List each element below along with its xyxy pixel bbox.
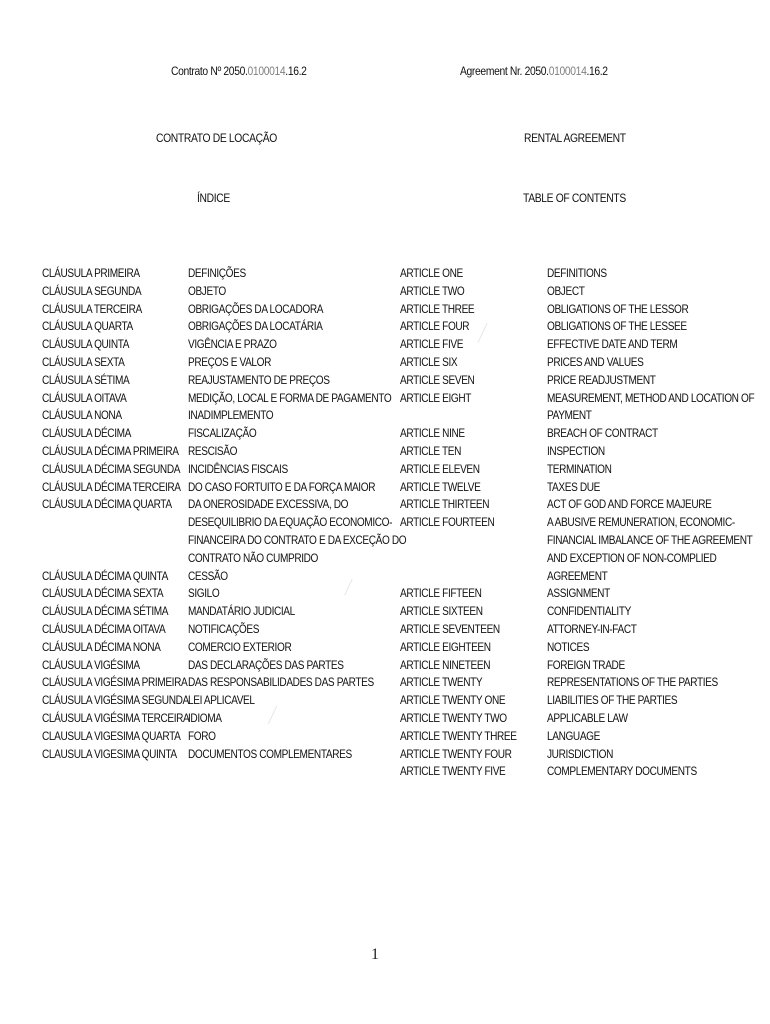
en-article-title: ACT OF GOD AND FORCE MAJEURE bbox=[547, 497, 712, 512]
en-article-label bbox=[400, 550, 534, 568]
en-article-label: ARTICLE THREE bbox=[400, 301, 475, 316]
en-article-label: ARTICLE TWENTY THREE bbox=[400, 728, 517, 743]
en-article-label: ARTICLE NINE bbox=[400, 426, 465, 441]
pt-clause-label: CLÁUSULA DÉCIMA NONA bbox=[42, 639, 161, 654]
pt-clause-label: CLÁUSULA DÉCIMA QUINTA bbox=[42, 568, 168, 583]
en-index-heading: TABLE OF CONTENTS bbox=[523, 191, 626, 205]
pt-clause-label: CLÁUSULA DÉCIMA bbox=[42, 426, 132, 441]
pt-clause-title: MEDIÇÃO, LOCAL E FORMA DE PAGAMENTO bbox=[188, 390, 392, 405]
en-article-label bbox=[400, 532, 534, 550]
pt-clause-label: CLÁUSULA QUARTA bbox=[42, 319, 133, 334]
en-article-label: ARTICLE TEN bbox=[400, 443, 462, 458]
en-title-column bbox=[547, 265, 765, 781]
pt-clause-label: CLÁUSULA DÉCIMA TERCEIRA bbox=[42, 479, 181, 494]
en-article-title: INSPECTION bbox=[547, 443, 605, 458]
pt-contract-number bbox=[171, 64, 307, 78]
pt-clause-title: CESSÃO bbox=[188, 568, 228, 583]
en-article-title: OBLIGATIONS OF THE LESSOR bbox=[547, 301, 689, 316]
en-article-title: PRICE READJUSTMENT bbox=[547, 372, 656, 387]
pt-clause-title: OBRIGAÇÕES DA LOCATÁRIA bbox=[188, 319, 323, 334]
en-article-title: TAXES DUE bbox=[547, 479, 600, 494]
pt-clause-title: VIGÊNCIA E PRAZO bbox=[188, 337, 277, 352]
en-article-label: ARTICLE ONE bbox=[400, 266, 463, 280]
en-article-title: MEASUREMENT, METHOD AND LOCATION OF bbox=[547, 390, 755, 405]
en-article-label: ARTICLE FIFTEEN bbox=[400, 586, 482, 601]
en-article-title: PAYMENT bbox=[547, 408, 592, 423]
en-article-title: AGREEMENT bbox=[547, 568, 608, 583]
en-article-title: LANGUAGE bbox=[547, 728, 600, 743]
en-article-label: ARTICLE NINETEEN bbox=[400, 657, 491, 672]
en-article-label: ARTICLE THIRTEEN bbox=[400, 497, 490, 512]
pt-clause-label: CLÁUSULA VIGÉSIMA SEGUNDA bbox=[42, 693, 189, 708]
en-article-label: ARTICLE SEVEN bbox=[400, 372, 475, 387]
pt-clause-column bbox=[42, 265, 190, 763]
en-article-label: ARTICLE SIX bbox=[400, 354, 458, 369]
pt-clause-label: CLÁUSULA VIGÉSIMA PRIMEIRA bbox=[42, 675, 188, 690]
en-article-title: A ABUSIVE REMUNERATION, ECONOMIC- bbox=[547, 515, 735, 530]
en-article-title: APPLICABLE LAW bbox=[547, 710, 628, 725]
pt-clause-label bbox=[42, 550, 185, 568]
en-article-title: DEFINITIONS bbox=[547, 266, 607, 280]
en-contract-prefix: Agreement Nr. 2050. bbox=[460, 64, 549, 78]
en-article-title: ATTORNEY-IN-FACT bbox=[547, 621, 637, 636]
en-article-title: OBJECT bbox=[547, 283, 585, 298]
page-number: 1 bbox=[371, 946, 379, 963]
en-article-label: ARTICLE TWELVE bbox=[400, 479, 481, 494]
pt-clause-title: OBJETO bbox=[188, 283, 226, 298]
en-article-title: BREACH OF CONTRACT bbox=[547, 426, 658, 441]
pt-title-column bbox=[188, 265, 406, 763]
pt-clause-label: CLÁUSULA OITAVA bbox=[42, 390, 127, 405]
pt-title: CONTRATO DE LOCAÇÃO bbox=[156, 131, 277, 145]
en-article-label: ARTICLE TWENTY TWO bbox=[400, 710, 507, 725]
pt-clause-title: REAJUSTAMENTO DE PREÇOS bbox=[188, 372, 330, 387]
en-contract-number bbox=[460, 64, 608, 78]
en-article-label: ARTICLE SEVENTEEN bbox=[400, 621, 500, 636]
en-article-title: NOTICES bbox=[547, 639, 590, 654]
pt-clause-label: CLÁUSULA DÉCIMA QUARTA bbox=[42, 497, 172, 512]
pt-clause-label: CLÁUSULA DÉCIMA SEXTA bbox=[42, 586, 164, 601]
pt-contract-suffix: .16.2 bbox=[285, 64, 307, 78]
en-article-title: LIABILITIES OF THE PARTIES bbox=[547, 693, 678, 708]
en-article-title: JURISDICTION bbox=[547, 746, 614, 761]
en-article-title: CONFIDENTIALITY bbox=[547, 604, 631, 619]
pt-clause-title: CONTRATO NÃO CUMPRIDO bbox=[188, 550, 319, 565]
pt-clause-title: DAS DECLARAÇÕES DAS PARTES bbox=[188, 657, 344, 672]
pt-clause-label: CLÁUSULA DÉCIMA SEGUNDA bbox=[42, 461, 181, 476]
pt-clause-label: CLÁUSULA VIGÉSIMA bbox=[42, 657, 140, 672]
pt-clause-title: NOTIFICAÇÕES bbox=[188, 621, 260, 636]
pt-clause-title: LEI APLICAVEL bbox=[188, 693, 255, 708]
en-article-label: ARTICLE SIXTEEN bbox=[400, 604, 483, 619]
en-article-title: COMPLEMENTARY DOCUMENTS bbox=[547, 764, 697, 779]
pt-clause-title: DESEQUILIBRIO DA EQUAÇÃO ECONOMICO- bbox=[188, 515, 393, 530]
en-article-label: ARTICLE TWO bbox=[400, 283, 465, 298]
en-article-label: ARTICLE TWENTY FIVE bbox=[400, 764, 506, 779]
pt-clause-title: OBRIGAÇÕES DA LOCADORA bbox=[188, 301, 324, 316]
pt-clause-title: COMERCIO EXTERIOR bbox=[188, 639, 292, 654]
pt-clause-label: CLÁUSULA DÉCIMA PRIMEIRA bbox=[42, 443, 179, 458]
pt-index-heading: ÍNDICE bbox=[197, 191, 230, 205]
pt-clause-title: DO CASO FORTUITO E DA FORÇA MAIOR bbox=[188, 479, 376, 494]
en-article-label: ARTICLE TWENTY bbox=[400, 675, 483, 690]
en-article-title: EFFECTIVE DATE AND TERM bbox=[547, 337, 678, 352]
en-article-label: ARTICLE FOUR bbox=[400, 319, 470, 334]
pt-clause-label: CLAUSULA VIGESIMA QUARTA bbox=[42, 728, 181, 743]
pt-clause-title: FORO bbox=[188, 728, 216, 743]
en-article-label: ARTICLE TWENTY ONE bbox=[400, 693, 506, 708]
en-article-title: OBLIGATIONS OF THE LESSEE bbox=[547, 319, 687, 334]
en-article-label: ARTICLE TWENTY FOUR bbox=[400, 746, 512, 761]
pt-clause-title: FINANCEIRA DO CONTRATO E DA EXCEÇÃO DO bbox=[188, 532, 407, 547]
pt-clause-title: DEFINIÇÕES bbox=[188, 266, 246, 280]
pt-clause-label bbox=[42, 514, 185, 532]
pt-clause-label: CLÁUSULA PRIMEIRA bbox=[42, 266, 140, 280]
pt-contract-gray: 0100014 bbox=[247, 64, 286, 78]
en-article-title: REPRESENTATIONS OF THE PARTIES bbox=[547, 675, 718, 690]
pt-clause-title: INADIMPLEMENTO bbox=[188, 408, 274, 423]
en-article-title: ASSIGNMENT bbox=[547, 586, 610, 601]
pt-clause-title: MANDATÁRIO JUDICIAL bbox=[188, 604, 295, 619]
pt-clause-title: FISCALIZAÇÃO bbox=[188, 426, 257, 441]
pt-clause-label: CLÁUSULA SEXTA bbox=[42, 354, 125, 369]
pt-clause-label: CLÁUSULA DÉCIMA OITAVA bbox=[42, 621, 166, 636]
pt-clause-title: DOCUMENTOS COMPLEMENTARES bbox=[188, 746, 352, 761]
pt-clause-label: CLÁUSULA DÉCIMA SÉTIMA bbox=[42, 604, 169, 619]
en-article-label: ARTICLE EIGHT bbox=[400, 390, 472, 405]
en-article-label: ARTICLE ELEVEN bbox=[400, 461, 480, 476]
en-article-title: FINANCIAL IMBALANCE OF THE AGREEMENT bbox=[547, 532, 753, 547]
en-article-label bbox=[400, 407, 534, 425]
pt-clause-label bbox=[42, 532, 185, 550]
pt-clause-title: RESCISÃO bbox=[188, 443, 238, 458]
pt-clause-title: DA ONEROSIDADE EXCESSIVA, DO bbox=[188, 497, 349, 512]
pt-contract-prefix: Contrato Nº 2050. bbox=[171, 64, 248, 78]
pt-clause-label: CLÁUSULA VIGÉSIMA TERCEIRA bbox=[42, 710, 190, 725]
en-article-title: FOREIGN TRADE bbox=[547, 657, 625, 672]
pt-clause-label: CLÁUSULA NONA bbox=[42, 408, 122, 423]
en-clause-column bbox=[400, 265, 534, 781]
en-title: RENTAL AGREEMENT bbox=[524, 131, 626, 145]
en-contract-gray: 0100014 bbox=[548, 64, 587, 78]
en-article-title: PRICES AND VALUES bbox=[547, 354, 644, 369]
en-article-label bbox=[400, 568, 534, 586]
pt-clause-title: DAS RESPONSABILIDADES DAS PARTES bbox=[188, 675, 374, 690]
pt-clause-title: INCIDÊNCIAS FISCAIS bbox=[188, 461, 288, 476]
pt-clause-title: IDIOMA bbox=[188, 710, 222, 725]
pt-clause-title: SIGILO bbox=[188, 586, 220, 601]
en-article-label: ARTICLE FOURTEEN bbox=[400, 515, 495, 530]
pt-clause-label: CLÁUSULA TERCEIRA bbox=[42, 301, 142, 316]
pt-clause-label: CLÁUSULA QUINTA bbox=[42, 337, 130, 352]
pt-clause-label: CLÁUSULA SÉTIMA bbox=[42, 372, 130, 387]
pt-clause-label: CLÁUSULA SEGUNDA bbox=[42, 283, 142, 298]
en-contract-suffix: .16.2 bbox=[586, 64, 608, 78]
en-article-label: ARTICLE FIVE bbox=[400, 337, 464, 352]
en-article-title: AND EXCEPTION OF NON-COMPLIED bbox=[547, 550, 717, 565]
en-article-title: TERMINATION bbox=[547, 461, 612, 476]
pt-clause-label: CLAUSULA VIGESIMA QUINTA bbox=[42, 746, 177, 761]
en-article-label: ARTICLE EIGHTEEN bbox=[400, 639, 491, 654]
pt-clause-title: PREÇOS E VALOR bbox=[188, 354, 272, 369]
